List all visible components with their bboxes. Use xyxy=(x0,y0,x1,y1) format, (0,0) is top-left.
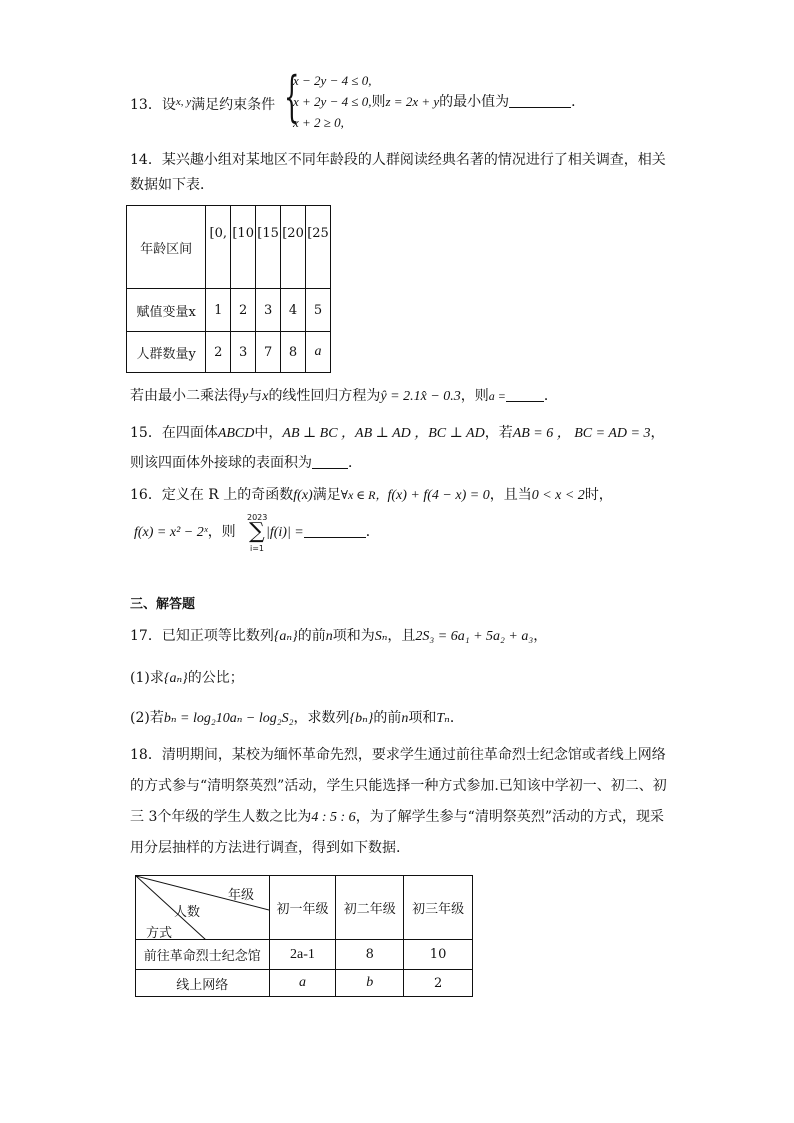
q14-var-x: x xyxy=(262,389,269,404)
q14-regression-text: 若由最小二乘法得 xyxy=(130,388,242,404)
q14-interval-cell: [25 xyxy=(306,206,331,289)
section-3-title: 三、解答题 xyxy=(130,597,196,612)
q14-x-cell: 1 xyxy=(206,289,231,332)
q18-row-label: 线上网络 xyxy=(136,970,270,997)
q18-line-1: 18．清明期间，某校为缅怀革命先烈，要求学生通过前往革命烈士纪念馆或者线上网络 xyxy=(130,747,666,763)
q18-column-header: 初二年级 xyxy=(336,876,404,940)
q17-text: 的前 xyxy=(297,628,326,644)
q18-column-header: 初一年级 xyxy=(269,876,336,940)
q17-Sn: Sₙ xyxy=(374,629,388,644)
q16-text: 时， xyxy=(584,487,613,503)
q13-suffix: 的最小值为 xyxy=(439,94,510,110)
table-row xyxy=(136,940,473,970)
q17-seq-a: {aₙ} xyxy=(163,671,188,686)
q16-text: 16．定义在 R 上的奇函数 xyxy=(130,487,294,503)
q16-end: ． xyxy=(365,524,380,540)
q17-part-1: 的公比； xyxy=(187,670,244,686)
q17-part-2: 的前 xyxy=(373,710,402,726)
q13-mid: 满足约束条件 xyxy=(191,97,276,113)
q17-part-2: ． xyxy=(449,710,464,726)
q14-x-cell: 2 xyxy=(231,289,256,332)
q16-eq1: f(x) + f(4 − x) = 0 xyxy=(387,488,490,503)
q17-n: n xyxy=(401,711,409,726)
q14-end: ． xyxy=(543,388,558,404)
q18-cell: 10 xyxy=(404,940,473,970)
q18-line-3: 三 3个年级的学生人数之比为 xyxy=(130,809,312,825)
q17-part-1: (1)求 xyxy=(130,670,164,686)
q14-interval-cell: [0, xyxy=(206,206,231,289)
q18-data-table xyxy=(135,875,473,997)
q16-forall: ∀x ∈ R， xyxy=(340,488,388,502)
q15-values: AB = 6 ， BC = AD = 3 xyxy=(512,426,651,441)
q17-equation: 2S₃ = 6a₁ + 5a₂ + a₃ xyxy=(415,629,534,644)
q14-interval-cell: [10 xyxy=(231,206,256,289)
q17-text: 17．已知正项等比数列 xyxy=(130,628,274,644)
q13-brace: { xyxy=(284,65,300,128)
q14-text-and: 与 xyxy=(248,388,263,404)
q16-sum-upper: 2023 xyxy=(247,513,268,522)
q14-text-eq: 的线性回归方程为 xyxy=(268,388,381,404)
q13-then: 则 xyxy=(371,94,386,110)
q18-cell: 2 xyxy=(404,970,473,997)
q15-tetra: ABCD xyxy=(217,426,255,441)
q16-range: 0 < x < 2 xyxy=(531,488,585,503)
q18-line-2: 的方式参与“清明祭英烈”活动，学生只能选择一种方式参加.已知该中学初一、初二、初 xyxy=(130,778,667,794)
q13-prefix: 13．设 xyxy=(130,97,176,113)
sigma-icon: ∑ xyxy=(249,519,265,544)
q18-cell: a xyxy=(269,970,336,997)
q16-text: ，则 xyxy=(207,524,236,540)
q13-objective: z = 2x + y xyxy=(385,94,440,109)
q14-y-cell: 3 xyxy=(231,332,256,373)
q18-corner-method: 方式 xyxy=(146,926,173,941)
q17-part-2: ，求数列 xyxy=(293,710,350,726)
q13-constraint-2: x + 2y − 4 ≤ 0, xyxy=(293,94,372,109)
q15-end: ． xyxy=(348,455,362,471)
q15-text: ，若 xyxy=(484,425,513,441)
table-row xyxy=(127,332,331,373)
q17-n: n xyxy=(325,629,333,644)
q14-answer-blank[interactable] xyxy=(506,387,544,402)
q15-text: ， xyxy=(650,425,665,441)
q18-column-header: 初三年级 xyxy=(404,876,473,940)
q16-text: ，且当 xyxy=(489,487,532,503)
q18-ratio: 4 : 5 : 6 xyxy=(311,810,356,825)
q16-fx: f(x) xyxy=(293,488,313,503)
q18-cell: b xyxy=(336,970,404,997)
q14-x-cell: 5 xyxy=(306,289,331,332)
q14-data-table xyxy=(126,205,331,373)
q14-ask: a = xyxy=(488,389,506,403)
q18-corner-grade: 年级 xyxy=(228,888,255,903)
q14-interval-cell: [20 xyxy=(281,206,306,289)
q17-bn: bₙ = log₂10aₙ − log₂S₂ xyxy=(163,711,294,726)
q15-text: 中， xyxy=(254,425,283,441)
q14-regression-equation: ŷ = 2.1x̂ − 0.3 xyxy=(380,389,461,404)
q18-row-label: 前往革命烈士纪念馆 xyxy=(136,940,270,970)
q14-y-cell: 2 xyxy=(206,332,231,373)
q15-line-2: 则该四面体外接球的表面积为 xyxy=(130,455,312,471)
table-row xyxy=(136,876,473,940)
q17-text: 项和为 xyxy=(332,628,375,644)
q14-row-header: 赋值变量x xyxy=(127,289,206,332)
q13-vars: x, y xyxy=(175,96,192,108)
q18-line-3: ，为了解学生参与“清明祭英烈”活动的方式，现采 xyxy=(355,809,665,825)
q16-sum-lower: i=1 xyxy=(250,544,265,553)
q17-part-2: (2)若 xyxy=(130,710,164,726)
q13-end: ． xyxy=(571,94,586,110)
q14-y-cell: 7 xyxy=(256,332,281,373)
q15-conditions: AB ⊥ BC ，AB ⊥ AD ，BC ⊥ AD xyxy=(282,426,485,441)
q13-constraint-1: x − 2y − 4 ≤ 0, xyxy=(293,73,372,88)
q18-cell: 2a-1 xyxy=(269,940,336,970)
q13-answer-blank[interactable] xyxy=(509,93,571,108)
q15-answer-blank[interactable] xyxy=(312,454,348,469)
q16-sum-body: |f(i)| = xyxy=(266,525,304,540)
q17-Tn: Tₙ xyxy=(436,711,450,726)
q17-text: ，且 xyxy=(387,628,416,644)
q18-cell: 8 xyxy=(336,940,404,970)
q14-row-header: 人群数量y xyxy=(127,332,206,373)
q13-constraint-3: x + 2 ≥ 0, xyxy=(293,115,344,130)
q16-definition: f(x) = x² − 2ˣ xyxy=(134,525,208,540)
q17-seq-b: {bₙ} xyxy=(349,711,374,726)
q15-text: 15．在四面体 xyxy=(130,425,218,441)
q18-line-4: 用分层抽样的方法进行调查，得到如下数据. xyxy=(130,840,401,856)
q14-interval-cell: [15 xyxy=(256,206,281,289)
q14-y-cell: a xyxy=(306,332,331,373)
table-row xyxy=(136,970,473,997)
q14-y-cell: 8 xyxy=(281,332,306,373)
table-row xyxy=(127,206,331,289)
q16-answer-blank[interactable] xyxy=(304,523,366,538)
q14-row-header: 年龄区间 xyxy=(127,206,206,289)
q17-part-2: 项和 xyxy=(408,710,437,726)
q14-var-y: y xyxy=(242,389,249,404)
q14-x-cell: 3 xyxy=(256,289,281,332)
q18-corner-count: 人数 xyxy=(174,905,201,920)
q14-x-cell: 4 xyxy=(281,289,306,332)
q16-text: 满足 xyxy=(312,487,341,503)
q17-seq-a: {aₙ} xyxy=(273,629,298,644)
q18-corner-cell xyxy=(136,876,270,940)
table-row xyxy=(127,289,331,332)
q14-text-then: ，则 xyxy=(460,388,489,404)
q14-line-1: 14．某兴趣小组对某地区不同年龄段的人群阅读经典名著的情况进行了相关调查，相关 xyxy=(130,152,666,168)
q14-line-2: 数据如下表． xyxy=(130,177,214,193)
q17-text: ， xyxy=(533,628,548,644)
